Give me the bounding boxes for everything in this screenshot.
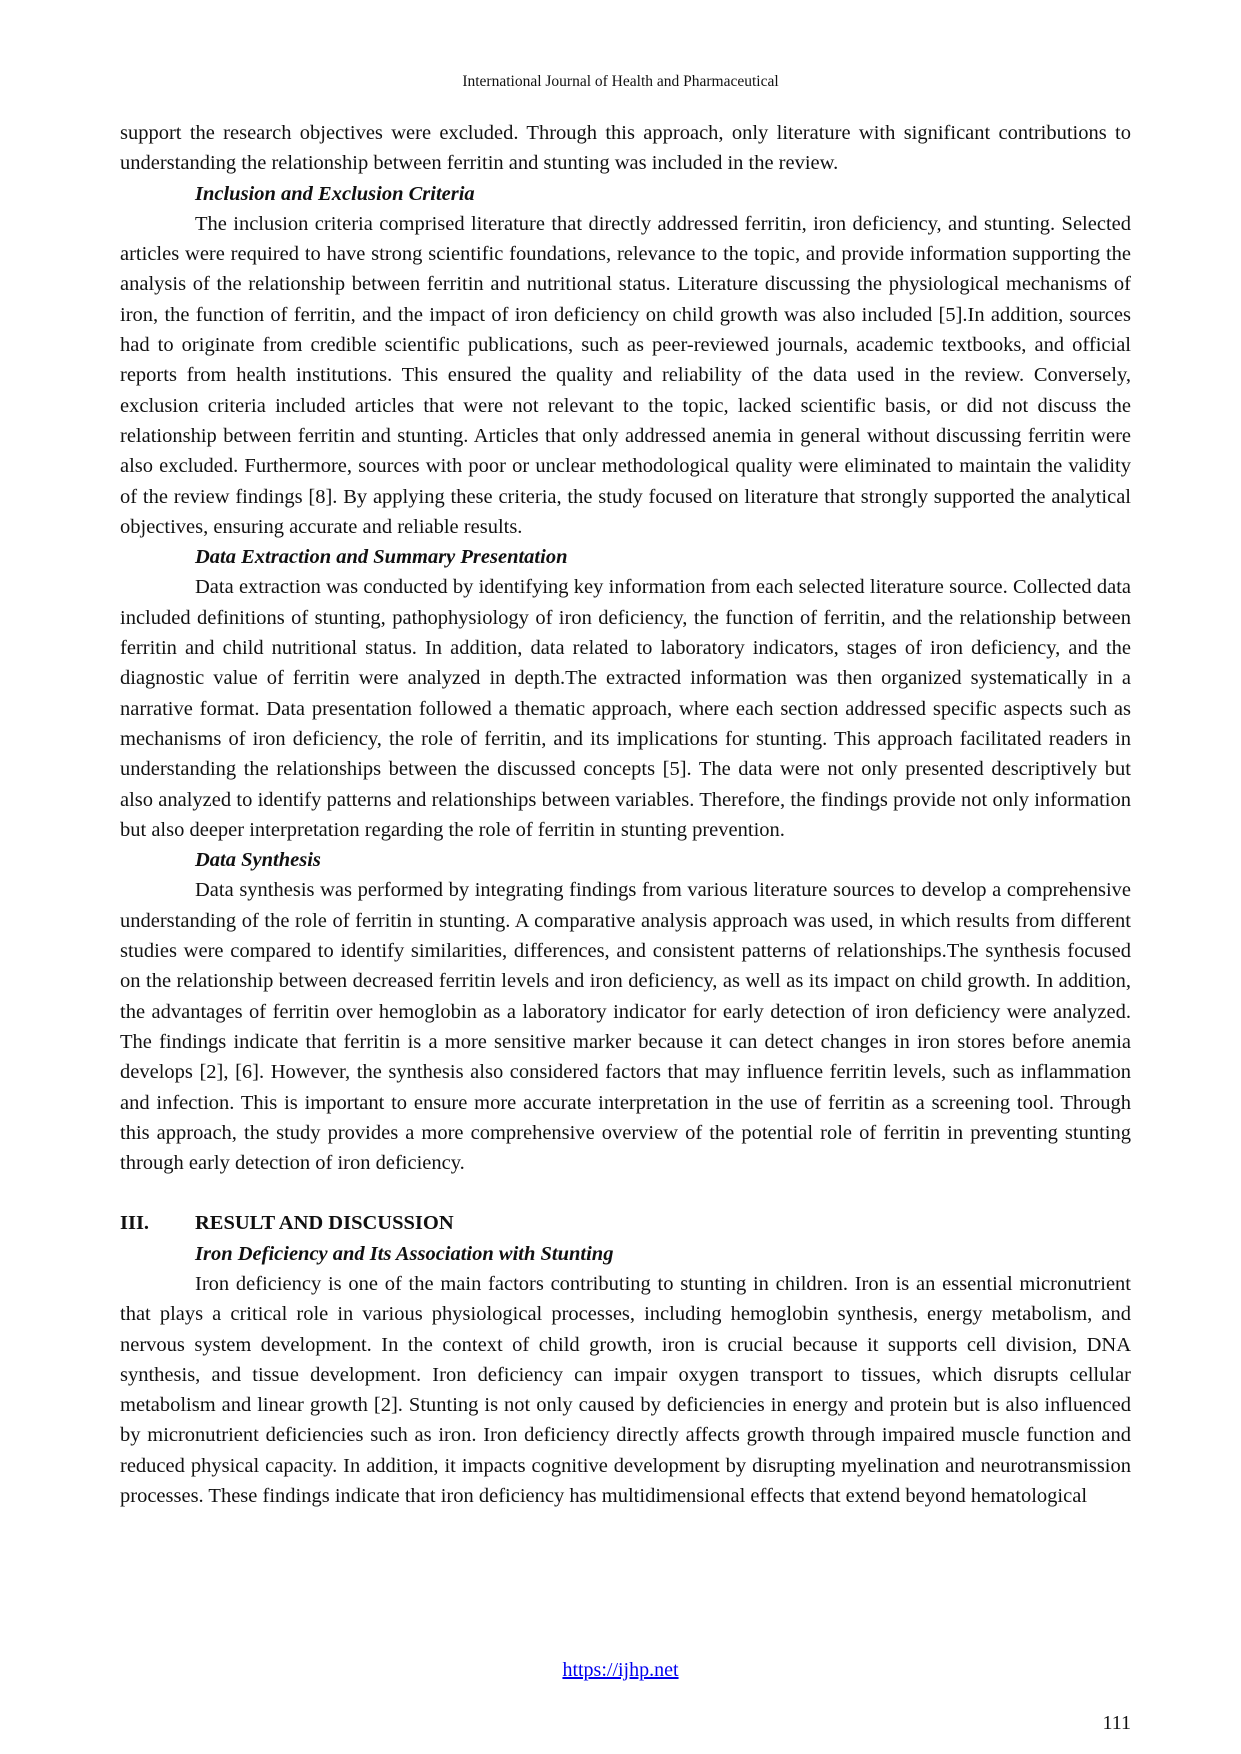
subheading-data-extraction: Data Extraction and Summary Presentation — [195, 546, 568, 569]
running-header: International Journal of Health and Pharmaceutical — [462, 73, 779, 90]
paragraph-intro: support the research objectives were excluded. Through this approach, only literature with significant contributions to understanding the relationship between ferritin and stunting was included in the review. — [120, 122, 1131, 175]
section-title: RESULT AND DISCUSSION — [195, 1212, 454, 1235]
subheading-iron-deficiency: Iron Deficiency and Its Association with Stunting — [195, 1242, 614, 1265]
journal-link[interactable]: https://ijhp.net — [562, 1659, 679, 1681]
page-number: 111 — [1102, 1712, 1131, 1734]
section-heading-results — [120, 1208, 1131, 1238]
footer-url — [0, 1658, 1241, 1682]
paragraph-extraction: Data extraction was conducted by identifying key information from each selected literature source. Collected data included definitions of stunting, pathophysiology of iron deficiency, the function of ferritin, and the relationship between ferritin and child nutritional status. In addition, data related to laboratory indicators, stages of iron deficiency, and the diagnostic value of ferritin were analyzed in depth.The extracted information was then organized systematically in a narrative format. Data presentation followed a thematic approach, where each section addressed specific aspects such as mechanisms of iron deficiency, the role of ferritin, and its implications for stunting. This approach facilitated readers in understanding the relationships between the discussed concepts [5]. The data were not only presented descriptively but also analyzed to identify patterns and relationships between variables. Therefore, the findings provide not only information but also deeper interpretation regarding the role of ferritin in stunting prevention. — [120, 576, 1131, 841]
subheading-inclusion-exclusion: Inclusion and Exclusion Criteria — [195, 182, 475, 205]
paragraph-iron-deficiency: Iron deficiency is one of the main factors contributing to stunting in children. Iron is an essential micronutrient that plays a critical role in various physiological processes, including hemoglobin synthesis, energy metabolism, and nervous system development. In the context of child growth, iron is crucial because it supports cell division, DNA synthesis, and tissue development. Iron deficiency can impair oxygen transport to tissues, which disrupts cellular metabolism and linear growth [2]. Stunting is not only caused by deficiencies in energy and protein but is also influenced by micronutrient deficiencies such as iron. Iron deficiency directly affects growth through impaired muscle function and reduced physical capacity. In addition, it impacts cognitive development by disrupting myelination and neurotransmission processes. These findings indicate that iron deficiency has multidimensional effects that extend beyond hematological — [120, 1272, 1131, 1508]
paragraph-inclusion: The inclusion criteria comprised literature that directly addressed ferritin, iron deficiency, and stunting. Selected articles were required to have strong scientific foundations, relevance to the topic, and provide information supporting the analysis of the relationship between ferritin and nutritional status. Literature discussing the physiological mechanisms of iron, the function of ferritin, and the impact of iron deficiency on child growth was also included [5].In addition, sources had to originate from credible scientific publications, such as peer-reviewed journals, academic textbooks, and official reports from health institutions. This ensured the quality and reliability of the data used in the review. Conversely, exclusion criteria included articles that were not relevant to the topic, lacked scientific basis, or did not discuss the relationship between ferritin and stunting. Articles that only addressed anemia in general without discussing ferritin were also excluded. Furthermore, sources with poor or unclear methodological quality were eliminated to maintain the validity of the review findings [8]. By applying these criteria, the study focused on literature that strongly supported the analytical objectives, ensuring accurate and reliable results. — [120, 212, 1131, 538]
paragraph-synthesis: Data synthesis was performed by integrating findings from various literature sources to develop a comprehensive understanding of the role of ferritin in stunting. A comparative analysis approach was used, in which results from different studies were compared to identify similarities, differences, and consistent patterns of relationships.The synthesis focused on the relationship between decreased ferritin levels and iron deficiency, as well as its impact on child growth. In addition, the advantages of ferritin over hemoglobin as a laboratory indicator for early detection of iron deficiency were analyzed. The findings indicate that ferritin is a more sensitive marker because it can detect changes in iron stores before anemia develops [2], [6]. However, the synthesis also considered factors that may influence ferritin levels, such as inflammation and infection. This is important to ensure more accurate interpretation in the use of ferritin as a screening tool. Through this approach, the study provides a more comprehensive overview of the potential role of ferritin in preventing stunting through early detection of iron deficiency. — [120, 879, 1131, 1175]
article-body — [120, 118, 1131, 1511]
section-number: III. — [120, 1212, 150, 1235]
subheading-data-synthesis: Data Synthesis — [195, 849, 321, 872]
